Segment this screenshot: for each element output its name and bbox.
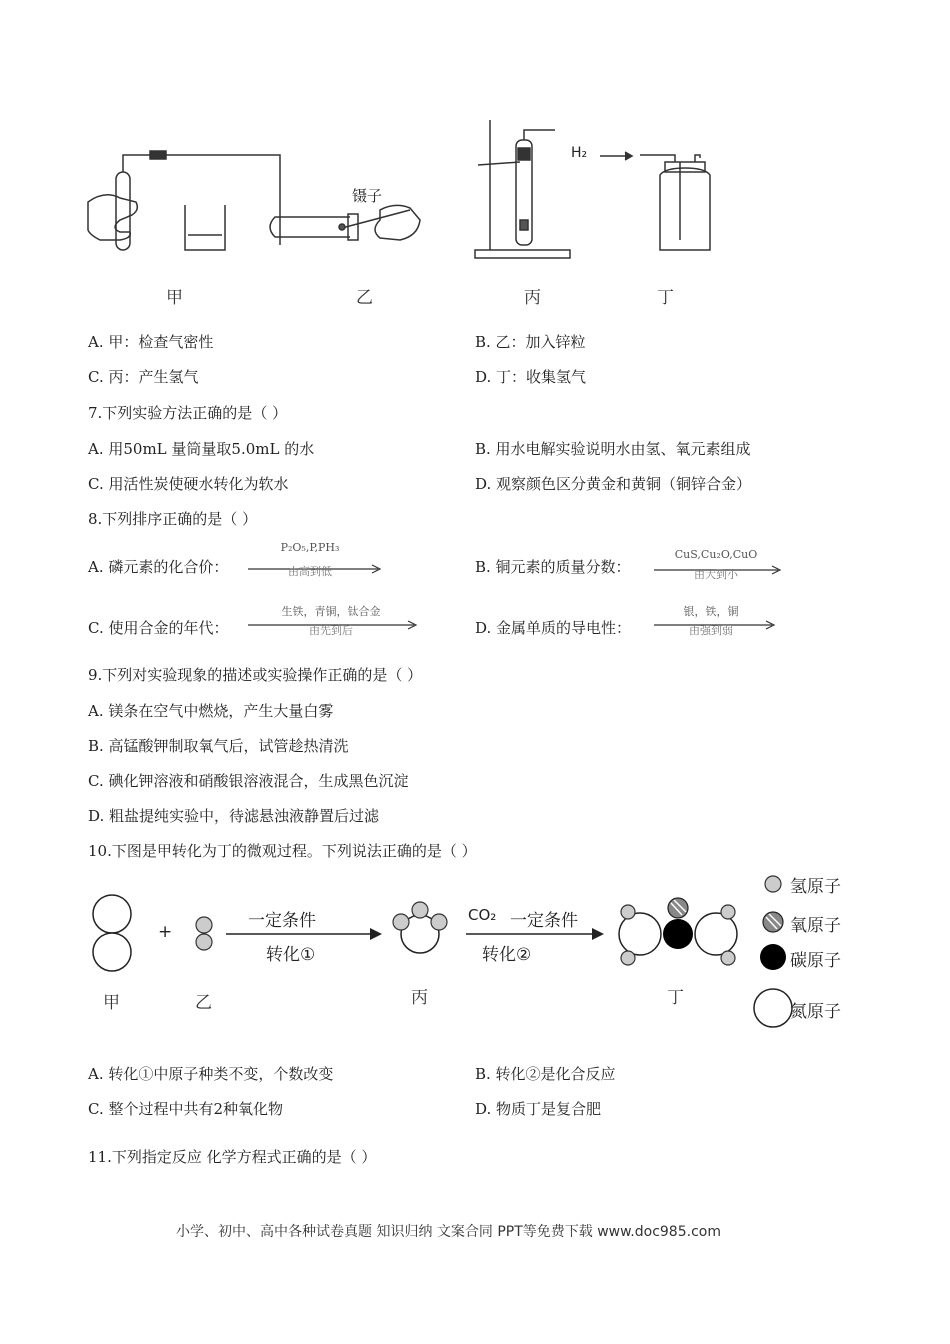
q9-option-b: B. 高锰酸钾制取氧气后，试管趁热清洗 <box>88 737 349 755</box>
reaction-label-yi: 乙 <box>195 993 212 1013</box>
figure-label-yi: 乙 <box>356 288 373 308</box>
figure-label-bing: 丙 <box>524 288 541 308</box>
q7-option-d: D. 观察颜色区分黄金和黄铜（铜锌合金） <box>475 475 752 493</box>
q8-option-b-text: B. 铜元素的质量分数： <box>475 558 631 576</box>
plus-sign: + <box>158 922 173 942</box>
conversion-1-label: 转化① <box>266 945 316 965</box>
apparatus-yi <box>270 205 420 240</box>
q8-option-a-text: A. 磷元素的化合价： <box>88 558 229 576</box>
q6-option-c: C. 丙：产生氢气 <box>88 368 199 386</box>
q10-option-b: B. 转化②是化合反应 <box>475 1065 616 1083</box>
q9-option-a: A. 镁条在空气中燃烧，产生大量白雾 <box>88 702 334 720</box>
q10-option-c: C. 整个过程中共有2种氧化物 <box>88 1100 284 1118</box>
q8-option-a-arrow-bottom: 由高到低 <box>288 565 332 578</box>
q8-option-b-arrow-top: CuS,Cu₂O,CuO <box>674 548 758 561</box>
page-footer: 小学、初中、高中各种试卷真题 知识归纳 文案合同 PPT等免费下载 www.doc985.com <box>176 1224 721 1240</box>
conversion-2-label: 转化② <box>482 945 532 965</box>
q7-option-b: B. 用水电解实验说明水由氢、氧元素组成 <box>475 440 751 458</box>
apparatus-figure <box>80 110 720 310</box>
q9-stem: 9.下列对实验现象的描述或实验操作正确的是（ ） <box>88 666 423 684</box>
q7-stem: 7.下列实验方法正确的是（ ） <box>88 404 288 422</box>
figure-label-ding: 丁 <box>657 288 674 308</box>
q8-option-c-arrow-bottom: 由先到后 <box>309 624 353 637</box>
figure-label-jia: 甲 <box>166 288 183 308</box>
condition-1-label: 一定条件 <box>248 911 316 931</box>
q9-option-d: D. 粗盐提纯实验中，待滤悬浊液静置后过滤 <box>88 807 380 825</box>
q8-option-c-text: C. 使用合金的年代： <box>88 619 229 637</box>
q8-option-b-arrow-bottom: 由大到小 <box>694 568 738 581</box>
apparatus-jia <box>88 151 280 250</box>
q10-option-d: D. 物质丁是复合肥 <box>475 1100 602 1118</box>
q11-stem: 11.下列指定反应 化学方程式正确的是（ ） <box>88 1148 377 1166</box>
apparatus-bing <box>475 120 570 258</box>
q8-option-a-arrow-top: P₂O₅,P,PH₃ <box>280 541 340 554</box>
q7-option-a: A. 用50mL 量筒量取5.0mL 的水 <box>88 440 315 458</box>
h2-label: H₂ <box>571 145 588 161</box>
q8-stem: 8.下列排序正确的是（ ） <box>88 510 258 528</box>
apparatus-drawing <box>80 110 720 310</box>
condition-2-label: 一定条件 <box>510 911 578 931</box>
reaction-label-bing: 丙 <box>411 988 428 1008</box>
co2-label: CO₂ <box>468 906 497 924</box>
legend-nitrogen: 氮原子 <box>790 1002 841 1022</box>
q6-option-a: A. 甲：检查气密性 <box>88 333 214 351</box>
q10-stem: 10.下图是甲转化为丁的微观过程。下列说法正确的是（ ） <box>88 842 477 860</box>
reaction-label-ding: 丁 <box>667 988 684 1008</box>
q7-option-c: C. 用活性炭使硬水转化为软水 <box>88 475 289 493</box>
q10-option-a: A. 转化①中原子种类不变，个数改变 <box>88 1065 334 1083</box>
q9-option-c: C. 碘化钾溶液和硝酸银溶液混合，生成黑色沉淀 <box>88 772 409 790</box>
q8-option-d-arrow-top: 银，铁，铜 <box>683 605 739 618</box>
reaction-label-jia: 甲 <box>103 993 120 1013</box>
q8-option-d-arrow-bottom: 由强到弱 <box>689 624 733 637</box>
q6-option-b: B. 乙：加入锌粒 <box>475 333 586 351</box>
q8-option-c-arrow-top: 生铁，青铜，钛合金 <box>281 605 381 618</box>
legend-hydrogen: 氢原子 <box>790 877 841 897</box>
apparatus-ding <box>600 152 710 250</box>
q6-option-d: D. 丁：收集氢气 <box>475 368 587 386</box>
tweezers-label: 镊子 <box>352 187 383 205</box>
q8-option-d-text: D. 金属单质的导电性： <box>475 619 632 637</box>
legend-carbon: 碳原子 <box>790 951 841 971</box>
legend-oxygen: 氧原子 <box>790 916 841 936</box>
